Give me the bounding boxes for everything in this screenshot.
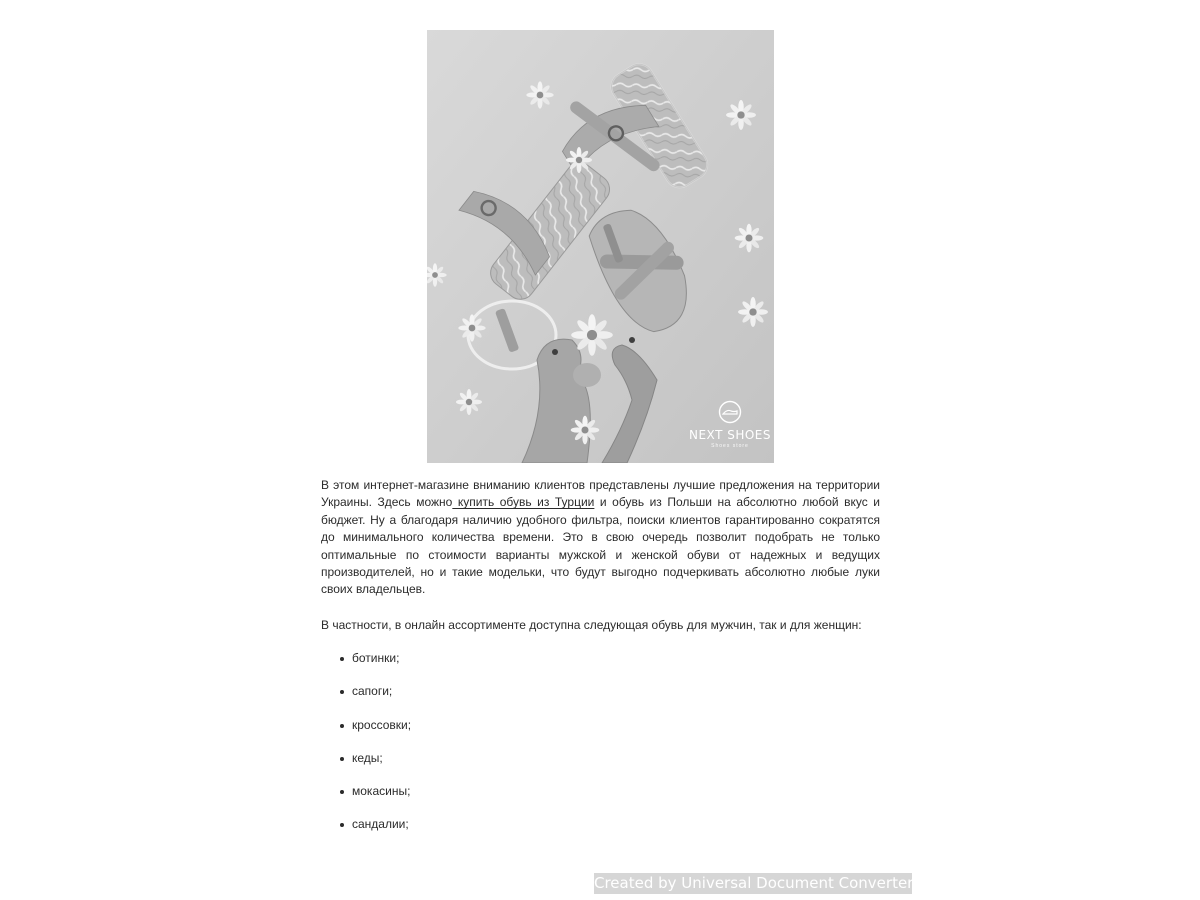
- product-photo: [427, 30, 774, 463]
- brand-tagline: Shoes store: [711, 443, 749, 449]
- brand-name: NEXT SHOES: [689, 428, 771, 442]
- intro-text-before-link: В этом интернет-магазине вниманию клиентов представлены лучшие предложения на территории Украины. Здесь можно: [321, 478, 880, 510]
- list-item: кеды;: [321, 750, 880, 783]
- brand-logo: [685, 400, 774, 450]
- converter-watermark: Created by Universal Document Converter: [594, 874, 914, 892]
- list-item: сапоги;: [321, 683, 880, 716]
- sandals-illustration: [427, 30, 774, 463]
- list-item: мокасины;: [321, 783, 880, 816]
- list-item: кроссовки;: [321, 717, 880, 750]
- shoe-types-list: [321, 650, 880, 849]
- intro-text-after-link: и обувь из Польши на абсолютно любой вкус и бюджет. Ну а благодаря наличию удобного фильтра, поиски клиентов гарантированно сократятся до минимального количества времени. Это в свою очередь позволит подобрать не только оптимальные по стоимости варианты мужской и женской обуви от надежных и ведущих производителей, но и такие модельки, что будут выгодно подчеркивать абсолютно любые луки своих владельцев.: [321, 495, 880, 597]
- assortment-paragraph: В частности, в онлайн ассортименте доступна следующая обувь для мужчин, так и для женщин:: [321, 617, 862, 632]
- article-body: [321, 477, 880, 849]
- list-item: сандалии;: [321, 816, 880, 849]
- intro-paragraph: [321, 477, 880, 599]
- list-item: ботинки;: [321, 650, 880, 683]
- shoe-logo-icon: [718, 400, 742, 424]
- buy-turkish-shoes-link[interactable]: купить обувь из Турции: [452, 495, 595, 510]
